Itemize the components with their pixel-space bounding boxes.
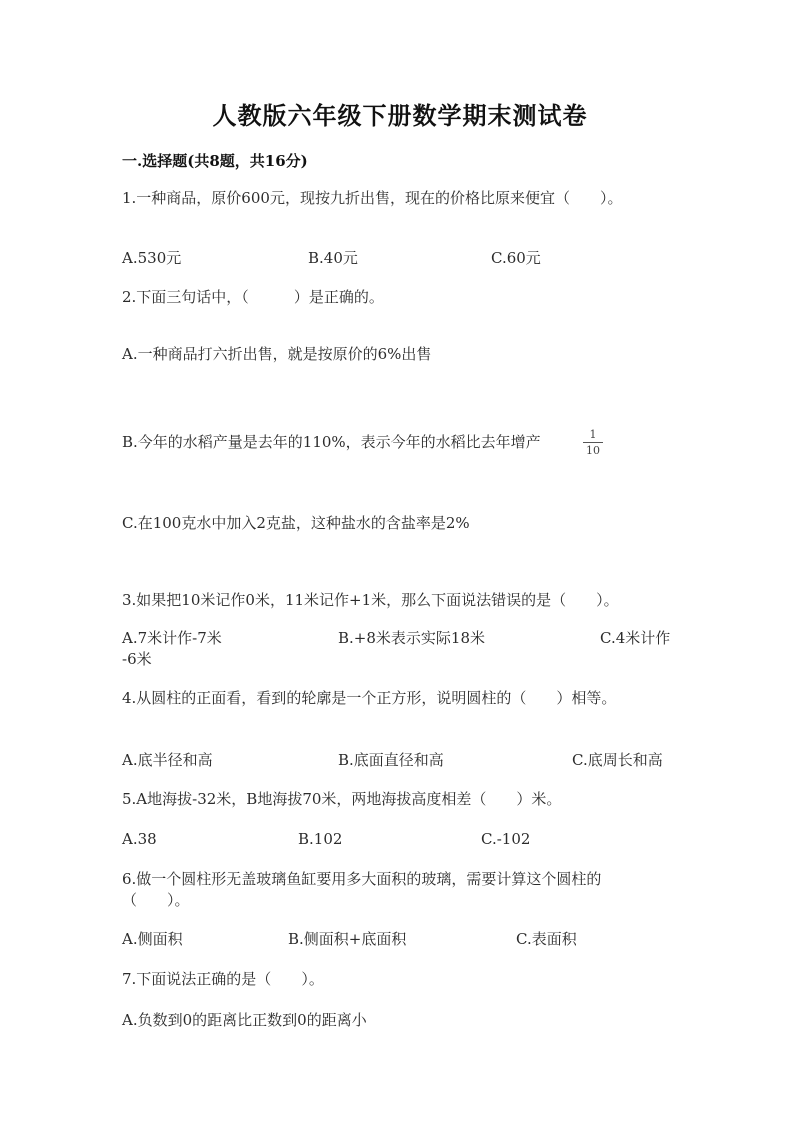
question-6-stem-continued: （ ）。 — [122, 891, 190, 909]
question-3-option-a: A.7米计作-7米 — [122, 629, 222, 647]
question-4-option-a: A.底半径和高 — [122, 751, 213, 769]
fraction-numerator: 1 — [589, 428, 597, 441]
question-5-option-a: A.38 — [122, 830, 157, 848]
question-1-option-a: A.530元 — [122, 249, 182, 267]
question-7-stem: 7.下面说法正确的是（ ）。 — [122, 970, 324, 988]
fraction-denominator: 10 — [586, 444, 600, 457]
fraction-bar — [583, 442, 603, 443]
question-4-option-c: C.底周长和高 — [572, 751, 663, 769]
question-1-option-b: B.40元 — [308, 249, 358, 267]
page-title: 人教版六年级下册数学期末测试卷 — [212, 101, 588, 130]
question-6-option-b: B.侧面积+底面积 — [288, 930, 407, 948]
question-2-option-c: C.在100克水中加入2克盐，这种盐水的含盐率是2% — [122, 514, 470, 532]
question-4-stem: 4.从圆柱的正面看，看到的轮廓是一个正方形，说明圆柱的（ ）相等。 — [122, 689, 617, 707]
question-4-option-b: B.底面直径和高 — [338, 751, 444, 769]
question-3-stem: 3.如果把10米记作0米，11米记作+1米，那么下面说法错误的是（ ）。 — [122, 591, 619, 609]
question-2-stem: 2.下面三句话中，（ ）是正确的。 — [122, 288, 384, 306]
question-2-option-b: B.今年的水稻产量是去年的110%，表示今年的水稻比去年增产 — [122, 433, 541, 451]
question-5-option-c: C.-102 — [481, 830, 531, 848]
question-6-option-c: C.表面积 — [516, 930, 577, 948]
fraction-one-tenth — [583, 428, 603, 457]
question-5-stem: 5.A地海拔-32米，B地海拔70米，两地海拔高度相差（ ）米。 — [122, 790, 562, 808]
question-5-option-b: B.102 — [298, 830, 343, 848]
question-1-option-c: C.60元 — [491, 249, 541, 267]
question-3-option-b: B.+8米表示实际18米 — [338, 629, 485, 647]
question-6-stem: 6.做一个圆柱形无盖玻璃鱼缸要用多大面积的玻璃，需要计算这个圆柱的 — [122, 870, 602, 888]
question-1-stem: 1.一种商品，原价600元，现按九折出售，现在的价格比原来便宜（ ）。 — [122, 189, 623, 207]
section-heading: 一.选择题(共8题，共16分) — [122, 152, 308, 170]
question-7-option-a: A.负数到0的距离比正数到0的距离小 — [122, 1011, 367, 1029]
question-2-option-a: A.一种商品打六折出售，就是按原价的6%出售 — [122, 345, 432, 363]
question-6-option-a: A.侧面积 — [122, 930, 183, 948]
question-3-option-c: C.4米计作 — [600, 629, 671, 647]
question-3-option-c-continued: -6米 — [122, 650, 152, 668]
